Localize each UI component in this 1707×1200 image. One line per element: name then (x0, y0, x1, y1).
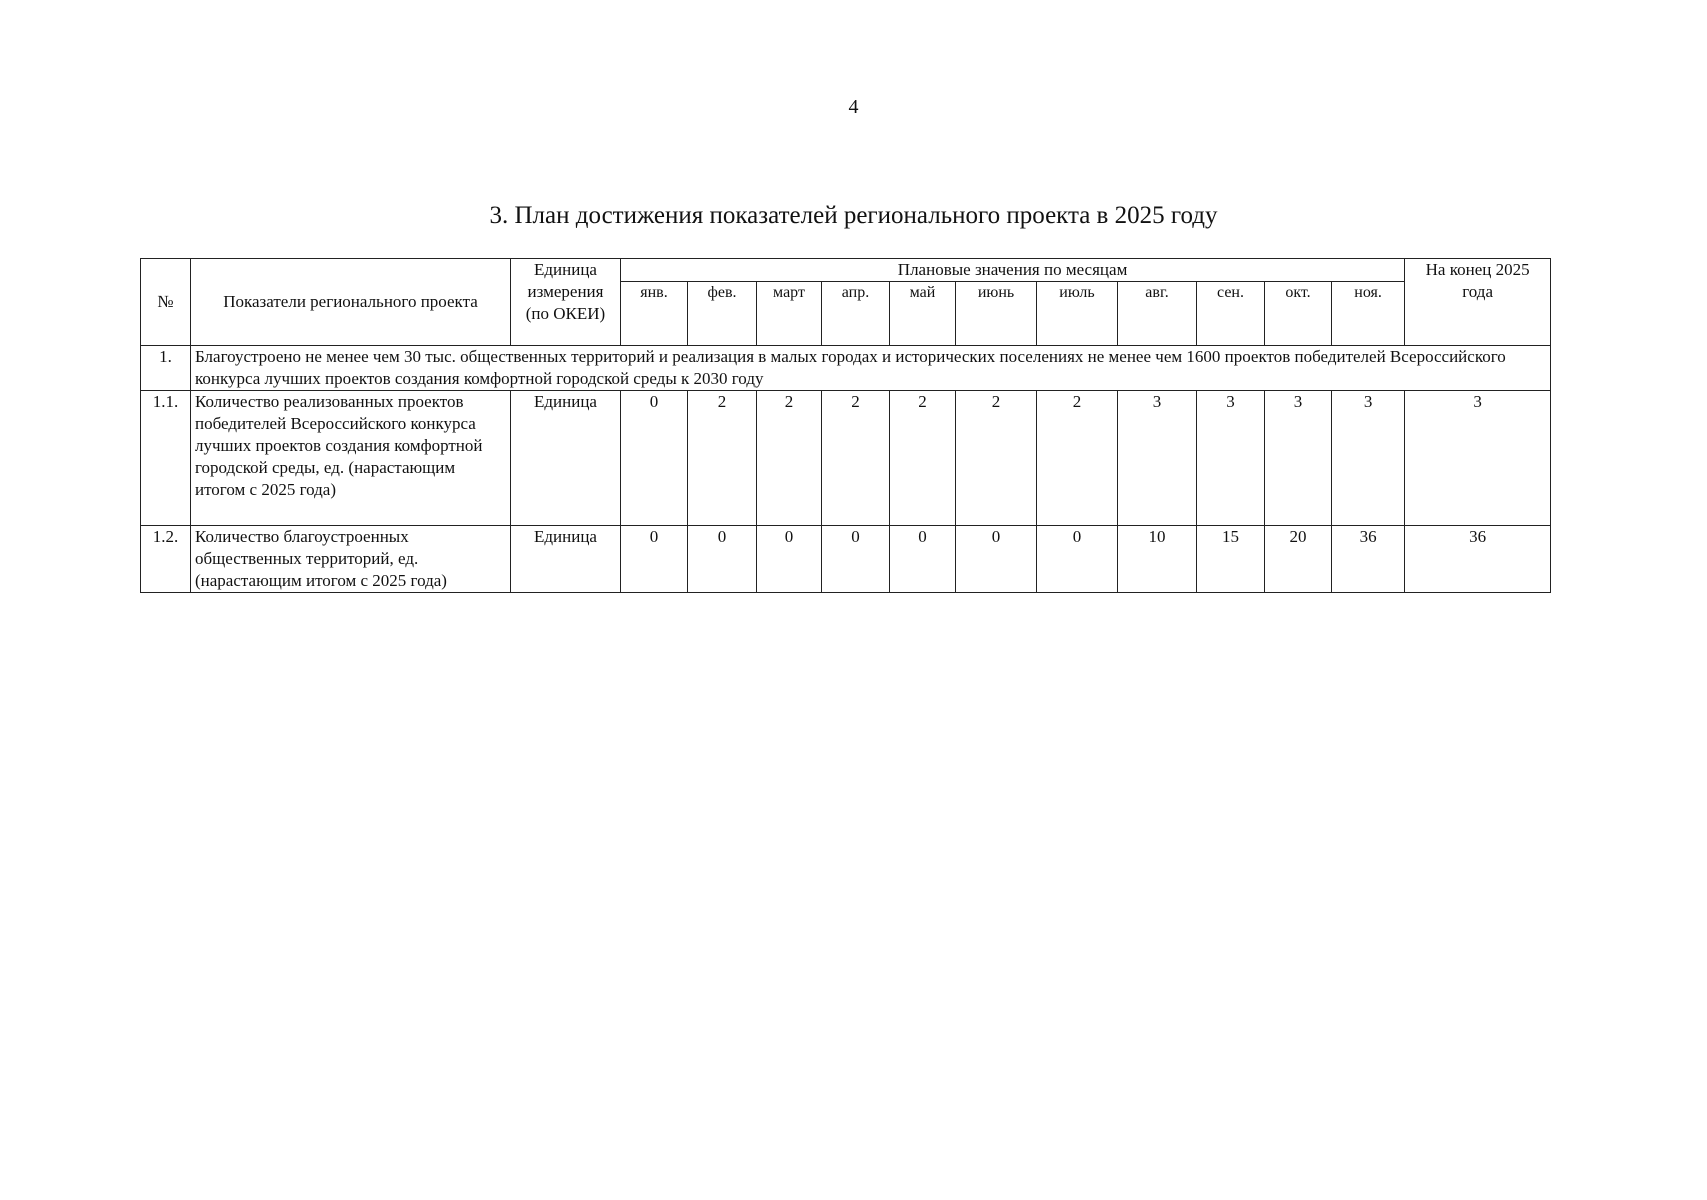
month-value: 2 (688, 391, 757, 526)
year-end-value: 36 (1405, 526, 1551, 593)
header-indicator: Показатели регионального проекта (191, 259, 511, 346)
month-value: 0 (890, 526, 956, 593)
header-month: авг. (1118, 282, 1197, 346)
month-value: 3 (1265, 391, 1332, 526)
month-value: 20 (1265, 526, 1332, 593)
header-month: окт. (1265, 282, 1332, 346)
month-value: 2 (1037, 391, 1118, 526)
header-month: янв. (621, 282, 688, 346)
month-value: 0 (621, 526, 688, 593)
month-value: 3 (1118, 391, 1197, 526)
table-row (141, 391, 1551, 526)
month-value: 0 (1037, 526, 1118, 593)
month-value: 3 (1197, 391, 1265, 526)
month-value: 2 (757, 391, 822, 526)
header-month: март (757, 282, 822, 346)
header-month: ноя. (1332, 282, 1405, 346)
header-unit: Единица измерения (по ОКЕИ) (511, 259, 621, 346)
header-month: июль (1037, 282, 1118, 346)
header-year-end: На конец 2025 года (1405, 259, 1551, 346)
row-number: 1.1. (141, 391, 191, 526)
month-value: 2 (822, 391, 890, 526)
row-indicator: Количество реализованных проектов победителей Всероссийского конкурса лучших проектов создания комфортной городской среды, ед. (нарастающим итогом с 2025 года) (191, 391, 511, 526)
row-unit: Единица (511, 391, 621, 526)
section-row (141, 346, 1551, 391)
year-end-value: 3 (1405, 391, 1551, 526)
table-row (141, 526, 1551, 593)
header-planned-values: Плановые значения по месяцам (621, 259, 1405, 282)
month-value: 2 (956, 391, 1037, 526)
page-number: 4 (848, 96, 859, 118)
month-value: 0 (822, 526, 890, 593)
month-value: 0 (621, 391, 688, 526)
header-number: № (141, 259, 191, 346)
header-month: сен. (1197, 282, 1265, 346)
row-number: 1.2. (141, 526, 191, 593)
document-title: 3. План достижения показателей регионального проекта в 2025 году (489, 202, 1218, 229)
month-value: 15 (1197, 526, 1265, 593)
indicators-plan-table (140, 258, 1551, 593)
row-unit: Единица (511, 526, 621, 593)
section-text: Благоустроено не менее чем 30 тыс. общественных территорий и реализация в малых городах и исторических поселениях не менее чем 1600 проектов победителей Всероссийского конкурса лучших проектов создания комфортной городской среды к 2030 году (191, 346, 1551, 391)
month-value: 2 (890, 391, 956, 526)
month-value: 36 (1332, 526, 1405, 593)
month-value: 3 (1332, 391, 1405, 526)
month-value: 0 (688, 526, 757, 593)
header-month: апр. (822, 282, 890, 346)
month-value: 0 (956, 526, 1037, 593)
header-month: июнь (956, 282, 1037, 346)
header-month: фев. (688, 282, 757, 346)
month-value: 10 (1118, 526, 1197, 593)
section-number: 1. (141, 346, 191, 391)
header-month: май (890, 282, 956, 346)
row-indicator: Количество благоустроенных общественных территорий, ед. (нарастающим итогом с 2025 года) (191, 526, 511, 593)
month-value: 0 (757, 526, 822, 593)
